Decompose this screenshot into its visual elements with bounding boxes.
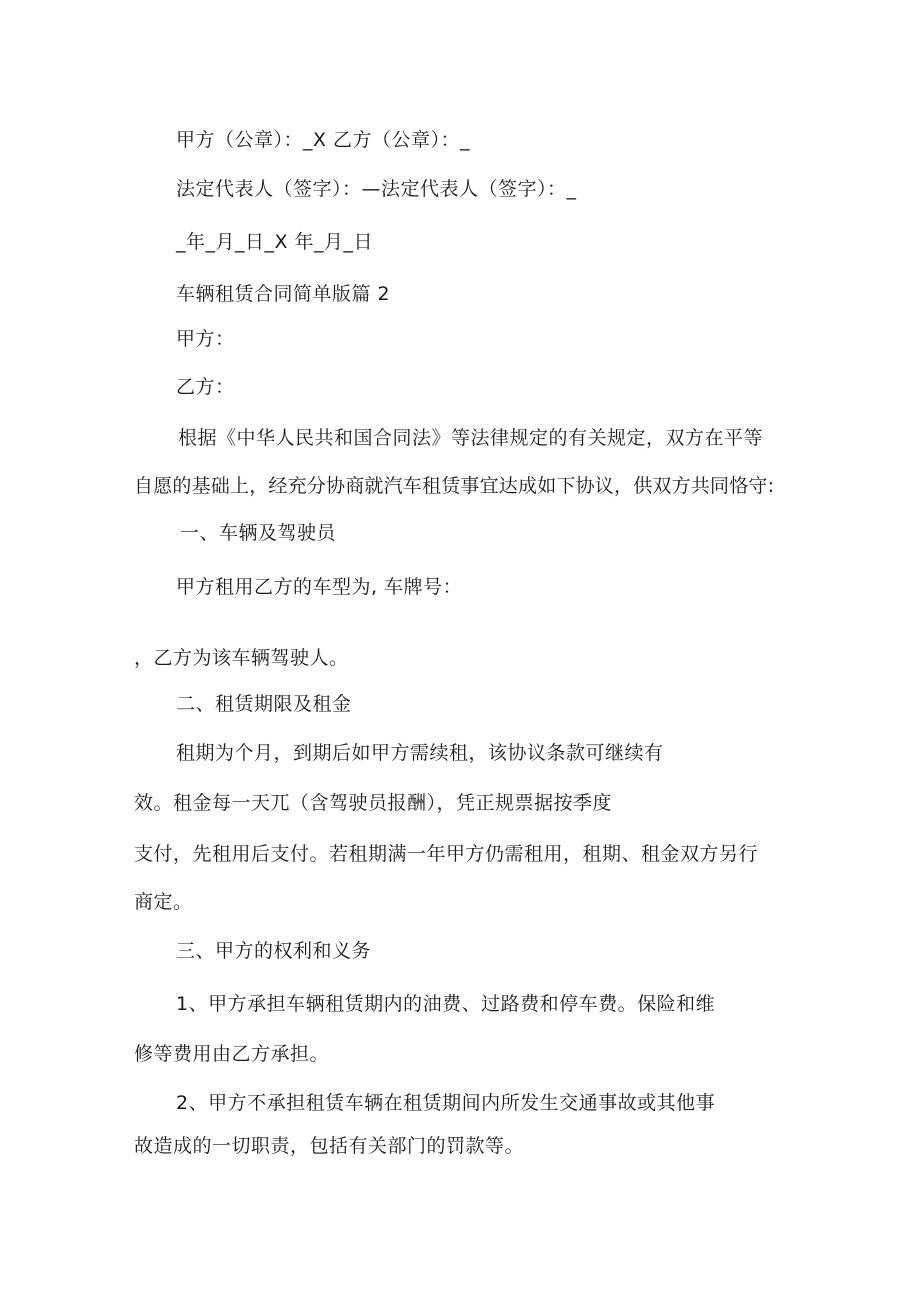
clause-text-line: 效。租金每一天兀（含驾驶员报酬），凭正规票据按季度 [134, 792, 613, 814]
clause-text-line: 支付，先租用后支付。若租期满一年甲方仍需租用，租期、租金双方另行 [134, 843, 759, 865]
party-b-label: 乙方： [176, 376, 235, 398]
section-title: 车辆租赁合同简单版篇 2 [176, 283, 391, 305]
signature-line-representatives: 法定代表人（签字）：—法定代表人（签字）：_ [176, 178, 577, 200]
clause-text-line: ，乙方为该车辆驾驶人。 [134, 647, 349, 669]
clause-heading-term-rent: 二、租赁期限及租金 [176, 693, 352, 715]
signature-line-dates: _年_月_日_X 年_月_日 [176, 231, 374, 253]
clause-text-line: 商定。 [134, 891, 193, 913]
intro-paragraph-line-2: 自愿的基础上，经充分协商就汽车租赁事宜达成如下协议，供双方共同恪守: [134, 475, 775, 497]
clause-text-line: 租期为个月，到期后如甲方需续租，该协议条款可继续有 [176, 742, 664, 764]
party-a-label: 甲方： [176, 328, 235, 350]
clause-heading-vehicle: 一、车辆及驾驶员 [180, 522, 337, 544]
clause-text-line: 甲方租用乙方的车型为, 车牌号： [176, 576, 463, 598]
clause-text-line: 故造成的一切职责，包括有关部门的罚款等。 [134, 1135, 525, 1157]
clause-heading-rights: 三、甲方的权利和义务 [176, 940, 372, 962]
clause-text-line: 修等费用由乙方承担。 [134, 1043, 330, 1065]
intro-paragraph-line-1: 根据《中华人民共和国合同法》等法律规定的有关规定，双方在平等 [178, 427, 764, 449]
clause-text-line: 1、甲方承担车辆租赁期内的油费、过路费和停车费。保险和维 [176, 993, 716, 1015]
signature-line-seals: 甲方（公章）：_X 乙方（公章）：_ [176, 129, 471, 151]
clause-text-line: 2、甲方不承担租赁车辆在租赁期间内所发生交通事故或其他事 [176, 1092, 716, 1114]
